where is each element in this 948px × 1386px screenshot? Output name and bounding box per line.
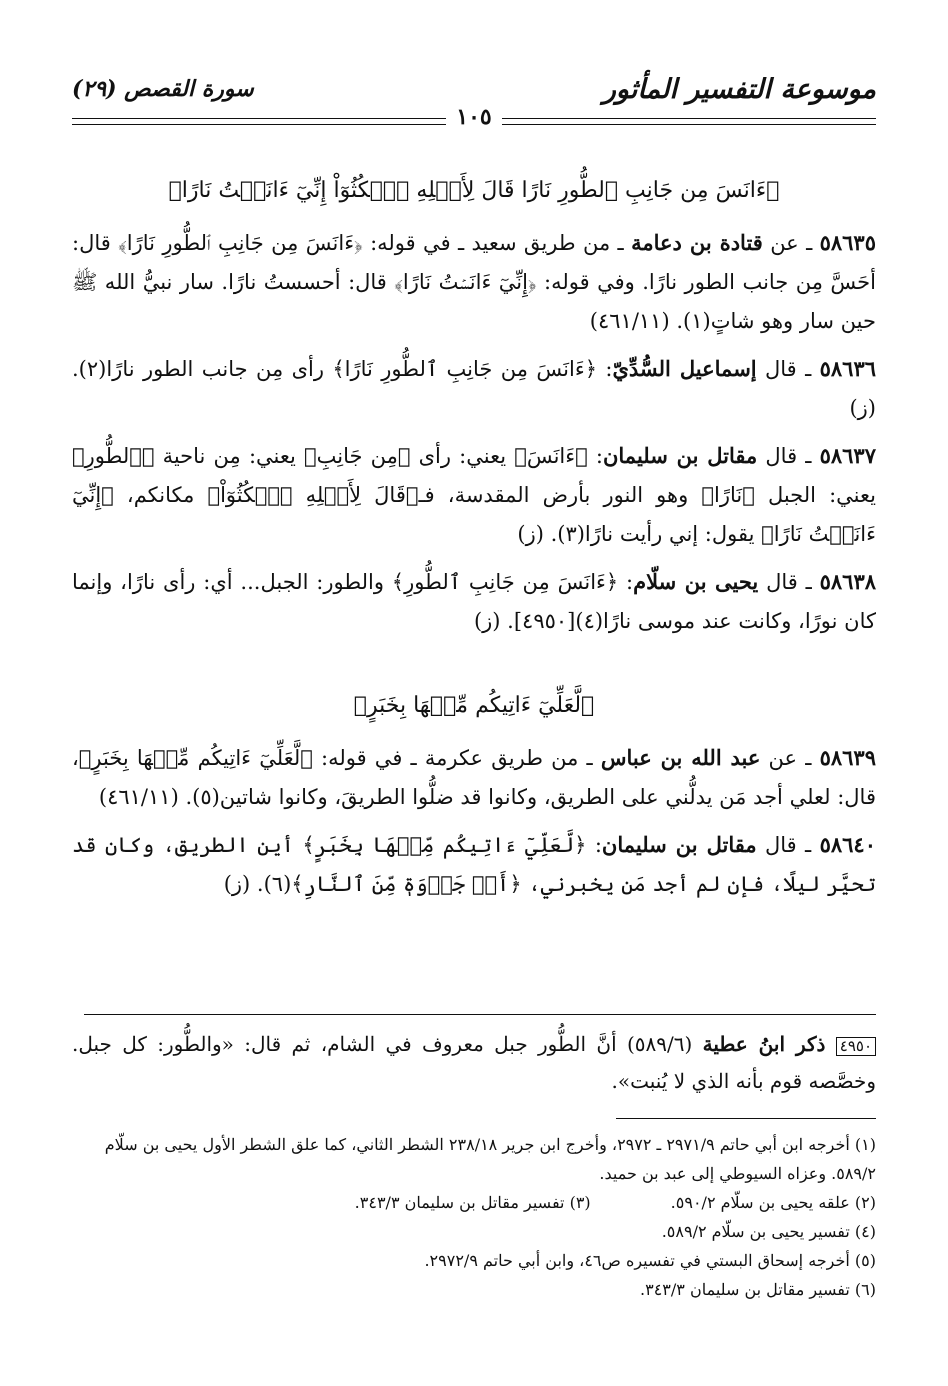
entry-number: ٥٨٦٣٦: [819, 356, 877, 381]
page-number-wrap: [0, 104, 948, 130]
entry-reference: (ز): [223, 872, 251, 896]
entry-text: : ﴿ءَانَسَ مِن جَانِبِ ٱلطُّورِ﴾ والطور: الجبل... أي: رأى نارًا، وإنما كان نورًا، وكانت عند موسى نارًا(٤)[٤٩٥٠].: [72, 570, 876, 633]
surah-title: سورة القصص (٢٩): [72, 76, 254, 102]
narrator-name: يحيى بن سلّام: [633, 569, 759, 594]
entry-text: : ﴿ءَانَسَ مِن جَانِبِ ٱلطُّورِ نَارًا﴾ رأى مِن جانب الطور نارًا(٢).: [72, 357, 613, 381]
entry-reference: (٤٦١/١١): [98, 785, 179, 809]
entry-lead: ـ قال: [756, 357, 820, 381]
entry-text: : ﴿لَّعَلِّيٓ ءَاتِيكُم مِّنۡهَا بِخَبَرٍ﴾ أين الطريق، وكان قد تحيَّر ليلًا، فإن لم أجد مَن يخبرني، ﴿أَوۡ جَذۡوَةٖ مِّنَ ٱلنَّارِ﴾(٦).: [72, 833, 876, 896]
commentary-note: [72, 1026, 876, 1100]
footnote: (٦) تفسير مقاتل بن سليمان ٣٤٣/٣.: [640, 1280, 876, 1299]
entry-text: ـ من طريق عكرمة ـ في قوله: ﴿لَّعَلِّيٓ ءَاتِيكُم مِّنۡهَا بِخَبَرٍ﴾، قال: لعلي أجد مَن يدلُّني على الطريق، وكانوا قد ضلُّوا الطريقَ، وكانوا شاتين(٥).: [72, 746, 876, 809]
narrator-name: عبد الله بن عباس: [600, 745, 761, 770]
page-number: ١٠٥: [446, 104, 501, 130]
entry: [72, 825, 876, 904]
footnote-rule: [616, 1118, 876, 1119]
footnote: (٢) علقه يحيى بن سلّام ٥٩٠/٢.: [670, 1193, 876, 1212]
entry: [72, 436, 876, 554]
main-text: [72, 178, 876, 912]
footnote: (٣) تفسير مقاتل بن سليمان ٣٤٣/٣.: [354, 1193, 591, 1212]
entry-lead: ـ قال: [758, 570, 820, 594]
note-number-box: ٤٩٥٠: [836, 1037, 876, 1056]
footnotes: [72, 1130, 876, 1304]
entry-lead: ـ قال: [756, 833, 820, 857]
narrator-name: مقاتل بن سليمان: [601, 832, 757, 857]
entry-number: ٥٨٦٣٨: [819, 569, 877, 594]
section-gap: [72, 649, 876, 693]
entry: [72, 223, 876, 341]
narrator-name: إسماعيل السُّدِّيّ: [612, 356, 757, 381]
entry-reference: (ز): [473, 609, 501, 633]
entry-lead: ـ قال: [757, 444, 820, 468]
entry-reference: (٤٦١/١١): [589, 309, 670, 333]
note-author: ذكر ابنُ عطية: [702, 1032, 826, 1056]
narrator-name: قتادة بن دعامة: [631, 230, 763, 255]
entry-text: : ﴿ءَانَسَ﴾ يعني: رأى ﴿مِن جَانِبِ﴾ يعني: مِن ناحية ﴿ٱلطُّورِ﴾ يعني: الجبل ﴿نَارًا﴾ وهو النور بأرض المقدسة، فـ﴿قَالَ لِأَهۡلِهِ ٱمۡكُثُوٓاْ﴾ مكانكم، ﴿إِنِّيٓ ءَانَسۡتُ نَارًا﴾ يقول: إني رأيت نارًا(٣).: [72, 444, 876, 546]
entry-lead: ـ عن: [762, 231, 820, 255]
entry: [72, 349, 876, 428]
entry-number: ٥٨٦٣٩: [819, 745, 876, 770]
note-rule: [84, 1014, 876, 1015]
book-title: موسوعة التفسير المأثور: [602, 74, 876, 105]
entry-text: ـ من طريق سعيد ـ في قوله: ﴿ءَانَسَ مِن جَانِبِ ٱلطُّورِ نَارًا﴾ قال: أحَسَّ مِن جانب الطور نارًا. وفي قوله: ﴿إِنِّيٓ ءَانَسۡتُ نَارًا﴾ قال: أحسستُ نارًا. سار نبيُّ الله ﷺ حين سار وهو شاتٍ(١).: [72, 231, 876, 333]
verse-heading: ﴿ءَانَسَ مِن جَانِبِ ٱلطُّورِ نَارًا قَالَ لِأَهۡلِهِ ٱمۡكُثُوٓاْ إِنِّيٓ ءَانَسۡتُ نَارًا﴾: [168, 178, 780, 203]
verse-heading: ﴿لَّعَلِّيٓ ءَاتِيكُم مِّنۡهَا بِخَبَرٍ﴾: [353, 693, 595, 718]
entry-number: ٥٨٦٣٧: [819, 443, 876, 468]
footnote: (٥) أخرجه إسحاق البستي في تفسيره ص٤٦، وابن أبي حاتم ٢٩٧٢/٩.: [424, 1251, 876, 1270]
narrator-name: مقاتل بن سليمان: [602, 443, 758, 468]
entry-reference: (ز): [517, 522, 544, 546]
footnote-row: [72, 1188, 876, 1217]
footnote: (٤) تفسير يحيى بن سلّام ٥٨٩/٢.: [661, 1222, 876, 1241]
note-text: (٥٨٩/٦) أنَّ الطُّور جبل معروف في الشام، ثم قال: «والطُّور: كل جبل. وخصَّصه قوم بأنه الذي لا يُنبت».: [72, 1032, 876, 1093]
entry: [72, 562, 876, 641]
entry-reference: (ز): [849, 396, 876, 420]
entry-number: ٥٨٦٤٠: [819, 832, 876, 857]
entry: [72, 738, 876, 817]
entry-lead: ـ عن: [760, 746, 820, 770]
entry-number: ٥٨٦٣٥: [819, 230, 876, 255]
footnote: (١) أخرجه ابن أبي حاتم ٢٩٧١/٩ ـ ٢٩٧٢، وأخرج ابن جرير ٢٣٨/١٨ الشطر الثاني، كما علق الشطر الأول يحيى بن سلّام ٥٨٩/٢. وعزاه السيوطي إلى عبد بن حميد.: [104, 1135, 876, 1183]
